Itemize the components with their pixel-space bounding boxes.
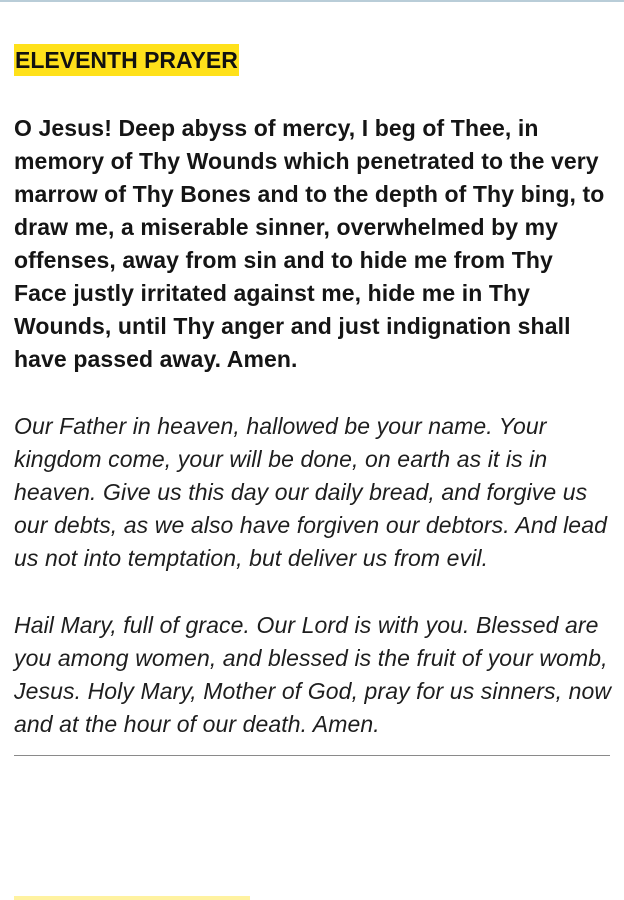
prayer-section <box>14 44 612 756</box>
section-title: ELEVENTH PRAYER <box>14 44 239 76</box>
next-section-title-highlight <box>14 896 250 900</box>
top-border <box>0 0 624 2</box>
section-divider <box>14 755 610 756</box>
eleventh-prayer-text: O Jesus! Deep abyss of mercy, I beg of Thee, in memory of Thy Wounds which penetrated to the very marrow of Thy Bones and to the depth of Thy bing, to draw me, a miserable sinner, overwhelmed by my offenses, away from sin and to hide me from Thy Face justly irritated against me, hide me in Thy Wounds, until Thy anger and just indignation shall have passed away. Amen. <box>14 115 605 372</box>
our-father-text: Our Father in heaven, hallowed be your name. Your kingdom come, your will be done, on earth as it is in heaven. Give us this day our daily bread, and forgive us our debts, as we also have forgiven our debtors. And lead us not into temptation, but deliver us from evil. <box>14 413 607 571</box>
hail-mary-text: Hail Mary, full of grace. Our Lord is with you. Blessed are you among women, and blessed is the fruit of your womb, Jesus. Holy Mary, Mother of God, pray for us sinners, now and at the hour of our death. Amen. <box>14 612 612 737</box>
